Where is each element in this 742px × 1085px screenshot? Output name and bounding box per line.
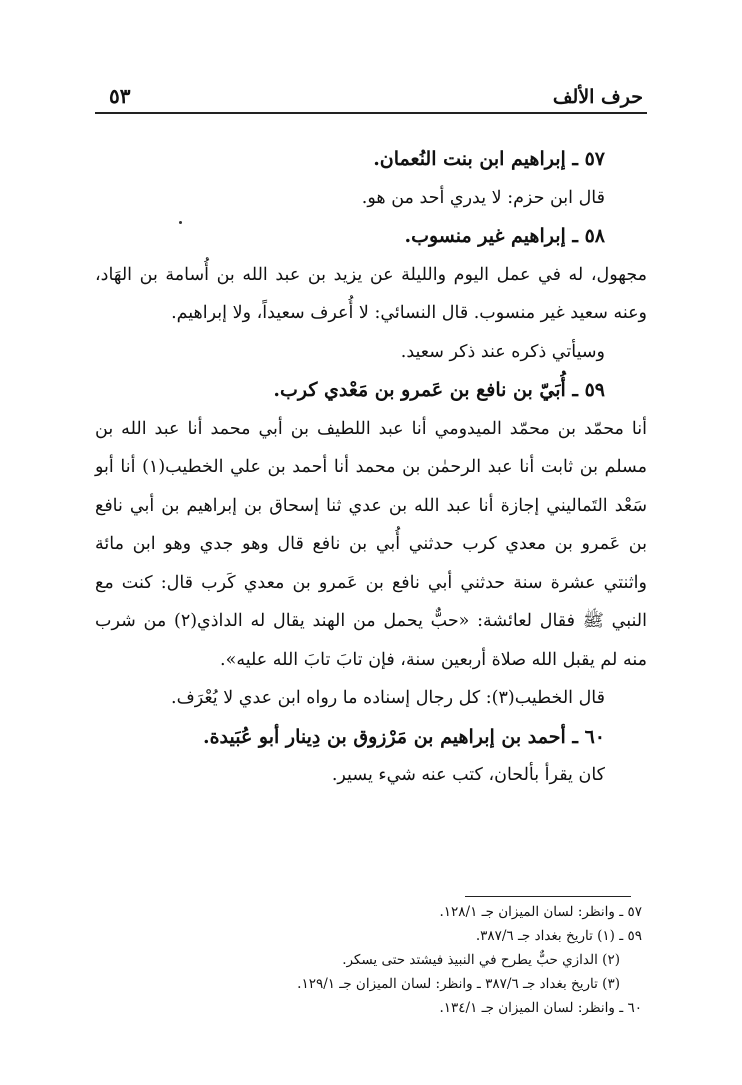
entry-57-title: ٥٧ ـ إبراهيم ابن بنت النُعمان. [373,148,605,170]
entry-59-title: ٥٩ ـ أُبَيّ بن نافع بن عَمرو بن مَعْدي كرب. [273,379,605,401]
entry-59-isnad: أنا محمّد بن محمّد الميدومي أنا عبد اللطيف بن أبي محمد أنا عبد الله بن مسلم بن ثابت أنا عبد الرحمٰن بن محمد أنا أحمد بن علي الخطيب(١) أنا أبو سَعْد التَماليني إجازة أنا عبد الله بن عدي ثنا إسحاق بن إبراهيم بن أبي نافع بن عَمرو بن معدي كرب حدثني أُبي بن نافع قال وهو جدي وهو ابن مائة واثنتي عشرة سنة حدثني أبي نافع بن عَمرو بن معدي كَرب قال: كنت مع النبي ﷺ فقال لعائشة: «حبٌّ يحمل من الهند يقال له الداذي(٢) من شرب منه لم يقبل الله صلاة أربعين سنة، فإن تابَ تابَ الله عليه». [95,418,648,670]
entry-58-title: ٥٨ ـ إبراهيم غير منسوب. [404,225,605,247]
entry-59-comment: قال الخطيب(٣): كل رجال إسناده ما رواه ابن عدي لا يُعْرَف. [171,688,605,708]
running-header [95,78,647,114]
entry-60-text: كان يقرأ بألحان، كتب عنه شيء يسير. [331,765,605,785]
entry-60-title: ٦٠ ـ أحمد بن إبراهيم بن مَرْزوق بن دِينار أبو عُبَيدة. [202,725,605,748]
footnote-57: ٥٧ ـ وانظر: لسان الميزان جـ ١٢٨/١. [439,904,642,920]
entry-58-note: وسيأتي ذكره عند ذكر سعيد. [400,341,605,362]
page-number: ٥٣ [109,84,131,108]
entry-58-text: مجهول، له في عمل اليوم والليلة عن يزيد بن عبد الله بن أُسامة بن الهَاد، وعنه سعيد غير منسوب. قال النسائي: لا أُعرف سعيداً، ولا إبراهيم. [95,264,647,323]
footnotes [210,900,642,1020]
chapter-title: حرف الألف [552,86,643,108]
footnote-60: ٦٠ ـ وانظر: لسان الميزان جـ ١٣٤/١. [439,1000,642,1016]
footnote-59-2: (٢) الدازي حبٌّ يطرح في النبيذ فيشتد حتى يسكر. [342,952,620,968]
entry-57-text: قال ابن حزم: لا يدري أحد من هو. [361,187,605,208]
main-text [95,140,647,795]
footnote-rule [465,896,631,897]
footnote-59-1: ٥٩ ـ (١) تاريخ بغداد جـ ٣٨٧/٦. [475,928,642,944]
footnote-59-3: (٣) تاريخ بغداد جـ ٣٨٧/٦ ـ وانظر: لسان الميزان جـ ١٢٩/١. [297,976,620,992]
